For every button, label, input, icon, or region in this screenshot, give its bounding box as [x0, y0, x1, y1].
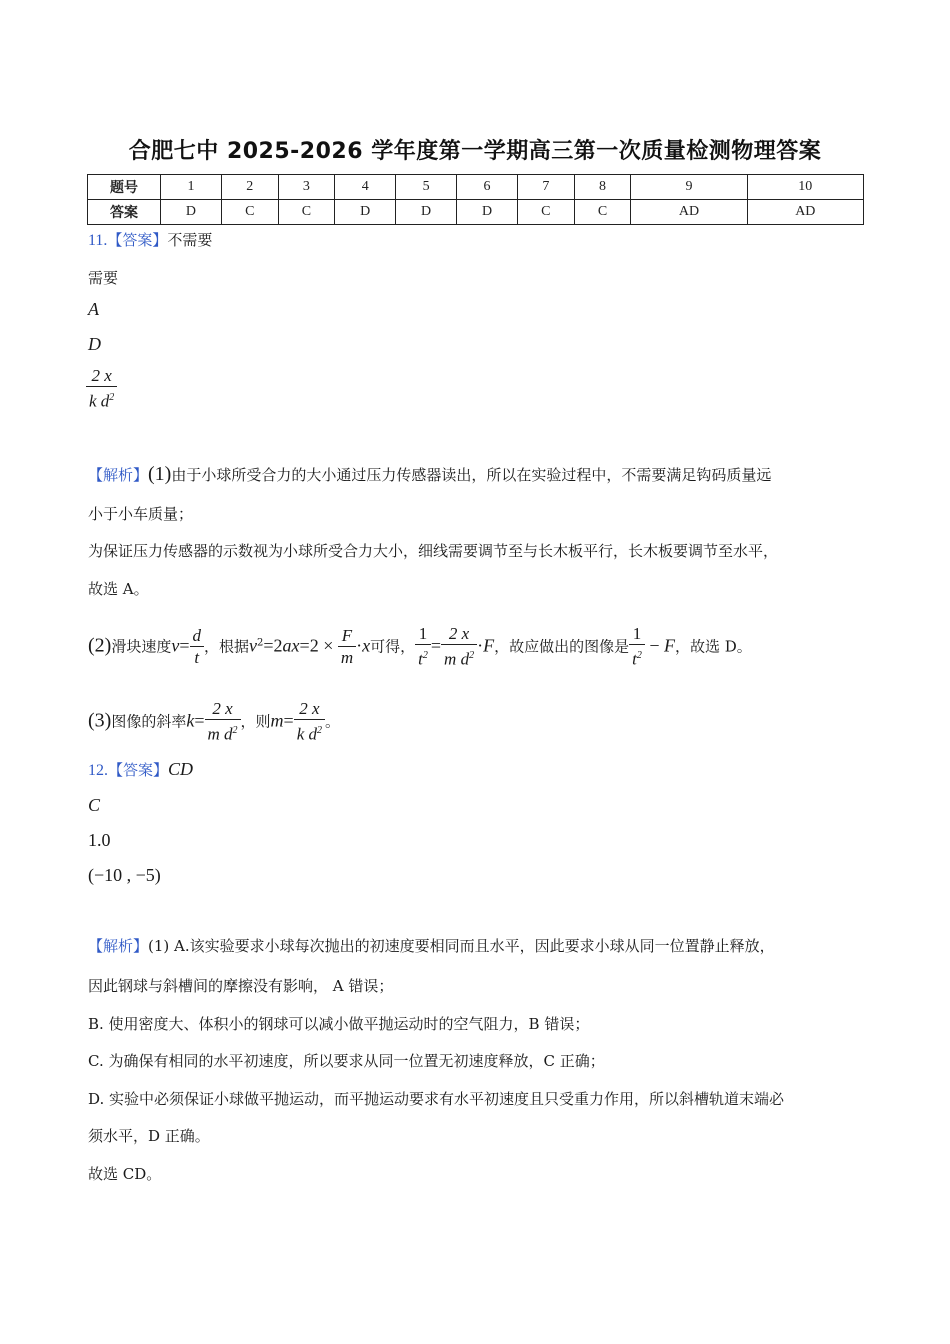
answer-table [87, 174, 864, 225]
table-cell: 3 [278, 175, 335, 200]
table-cell: 10 [747, 175, 863, 200]
table-row [88, 175, 864, 200]
q12-answer-tag: 【答案】 [108, 761, 169, 779]
table-cell: 6 [457, 175, 518, 200]
q12-analysis-line-5: D. 实验中必须保证小球做平抛运动，而平抛运动要求有水平初速度且只受重力作用，所以斜槽轨道末端必 [88, 1090, 785, 1108]
table-cell: C [278, 200, 335, 225]
q12-answer-2: C [88, 795, 101, 815]
q12-answer-3: 1.0 [88, 830, 111, 850]
q11-number: 11. [88, 232, 108, 249]
q11-answer-tag: 【答案】 [107, 231, 168, 249]
q12-analysis-line-3: B. 使用密度大、体积小的钢球可以减小做平抛运动时的空气阻力，B 错误； [88, 1015, 590, 1033]
q11-analysis-tag: 【解析】 [88, 466, 149, 484]
q12-analysis-line-2: 因此钢球与斜槽间的摩擦没有影响， A 错误； [88, 977, 394, 995]
table-cell: D [457, 200, 518, 225]
q11-analysis-line-1: 【解析】(1)由于小球所受合力的大小通过压力传感器读出，所以在实验过程中，不需要满足钩码质量远 [88, 463, 772, 485]
table-cell: D [335, 200, 396, 225]
q12-analysis-line-6: 须水平，D 正确。 [88, 1127, 210, 1145]
page-title: 合肥七中 2025-2026 学年度第一学期高三第一次质量检测物理答案 [128, 139, 822, 164]
q12-analysis-tag: 【解析】 [88, 937, 149, 955]
q11-answer-3: A [88, 299, 99, 319]
table-cell: D [396, 200, 457, 225]
table-cell: C [221, 200, 278, 225]
q11-analysis-line-3: 为保证压力传感器的示数视为小球所受合力大小，细线需要调节至与长木板平行，长木板要调节至水平， [88, 542, 779, 560]
q11-answer-5 [86, 366, 117, 413]
q12-answer-1: CD [168, 759, 194, 779]
row-label-number: 题号 [88, 175, 161, 200]
table-cell: 9 [631, 175, 747, 200]
table-cell: 1 [161, 175, 222, 200]
table-cell: 2 [221, 175, 278, 200]
q12-analysis-line-1: 【解析】(1) A.该实验要求小球每次抛出的初速度要相同而且水平，因此要求小球从同一位置静止释放， [88, 937, 775, 955]
q11-answer-4: D [88, 334, 101, 354]
q12-analysis-line-7: 故选 CD。 [88, 1165, 162, 1183]
q11-analysis-line-6: (3)图像的斜率k= $\frac{2 x}{m d^2}$ ，则m= $\frac{2 x}{k d^2}$ 。 [88, 699, 341, 744]
q11-analysis-line-2: 小于小车质量； [88, 505, 194, 523]
q11-answer-line [88, 229, 212, 250]
table-cell: 4 [335, 175, 396, 200]
table-row [88, 200, 864, 225]
table-cell: AD [631, 200, 747, 225]
row-label-answer: 答案 [88, 200, 161, 225]
fraction: $\frac{2 x}{k d^2}$ [86, 366, 117, 413]
table-cell: 7 [518, 175, 575, 200]
q12-answer-line [88, 759, 193, 780]
q11-answer-1: 不需要 [167, 231, 213, 249]
table-cell: 5 [396, 175, 457, 200]
table-cell: AD [747, 200, 863, 225]
q12-number: 12. [88, 762, 108, 779]
q11-analysis-line-4: 故选 A。 [88, 580, 149, 598]
q12-analysis-line-4: C. 为确保有相同的水平初速度，所以要求从同一位置无初速度释放，C 正确； [88, 1052, 605, 1070]
q12-answer-4: (−10 , −5) [88, 865, 161, 885]
table-cell: 8 [574, 175, 631, 200]
table-cell: C [574, 200, 631, 225]
table-cell: D [161, 200, 222, 225]
q11-answer-2: 需要 [88, 269, 119, 287]
table-cell: C [518, 200, 575, 225]
q11-analysis-line-5: (2)滑块速度v= $\frac{d}{t}$ ，根据$v^2=2ax=2$ × $\frac{F}{m}$ ·x可得， $\frac{1}{t^2}$ = $\frac{2 x}{m d^2}$ ·F，故应做出的图像是 $\frac{1}{t^2}$ − F，故选 D。 [88, 624, 752, 669]
